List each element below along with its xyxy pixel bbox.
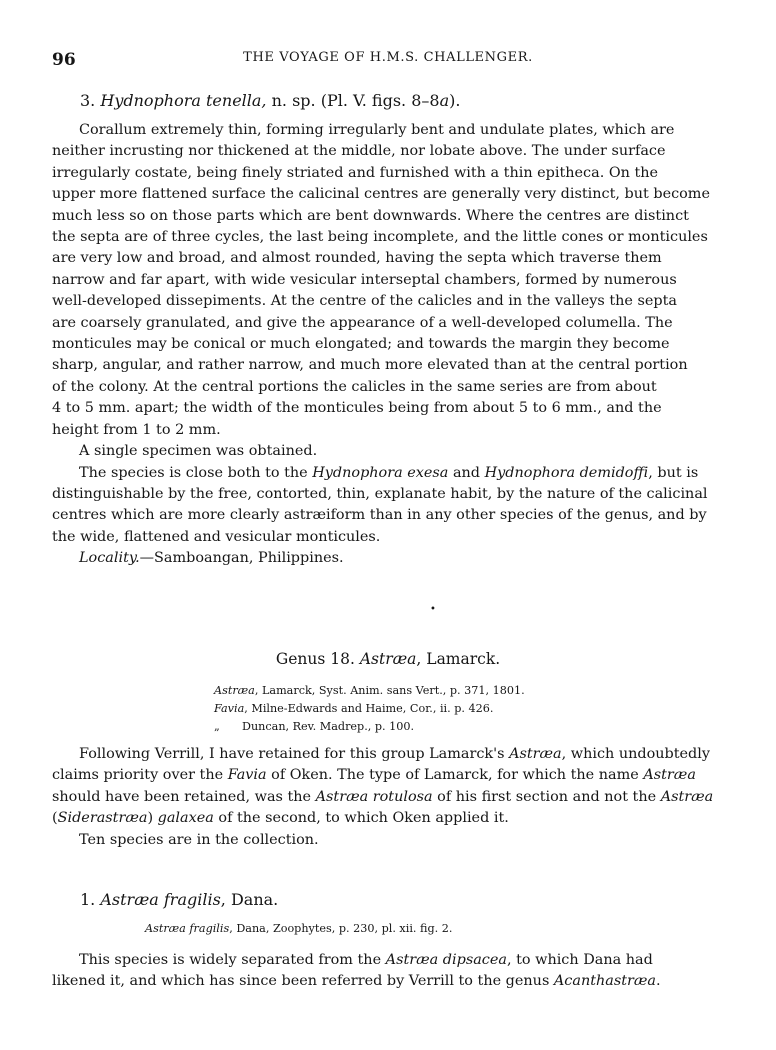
description-line: monticules may be conical or much elongated; and towards the margin they become	[52, 336, 670, 353]
description-line: of the colony. At the central portions the calicles in the same series are from about	[52, 378, 657, 395]
description-line: are coarsely granulated, and give the appearance of a well-developed columella. The	[52, 314, 673, 331]
synonymy-entry: „ Duncan, Rev. Madrep., p. 100.	[214, 718, 525, 736]
verrill-paragraph	[52, 744, 726, 851]
description-line: narrow and far apart, with wide vesicular interseptal chambers, formed by numerous	[52, 271, 677, 288]
locality-label: Locality.	[79, 550, 140, 567]
heading-close: ).	[449, 91, 461, 110]
synonymy-entry-fragilis: Astræa fragilis, Dana, Zoophytes, p. 230, pl. xii. fig. 2.	[145, 922, 453, 935]
running-title: THE VOYAGE OF H.M.S. CHALLENGER.	[243, 50, 533, 65]
figure-suffix: a	[439, 91, 450, 110]
page-number: 96	[52, 50, 76, 70]
species-number: 3.	[80, 91, 96, 110]
description-line: the septa are of three cycles, the last being incomplete, and the little cones or monticules	[52, 229, 708, 246]
description-line: well-developed dissepiments. At the centre of the calicles and in the valleys the septa	[52, 293, 678, 310]
species-number: 1.	[80, 890, 96, 909]
verrill-line-4: (Siderastræa) galaxea of the second, to which Oken applied it.	[52, 810, 509, 827]
genus-heading: Genus 18. Astræa, Lamarck.	[275, 650, 501, 668]
description-line: much less so on those parts which are bent downwards. Where the centres are distinct	[52, 207, 689, 224]
species-ref-exesa: Hydnophora exesa	[312, 464, 449, 481]
dipsacea-line-2: likened it, and which has since been referred by Verrill to the genus Acanthastræa.	[52, 973, 661, 990]
comparison-line-4: the wide, flattened and vesicular monticules.	[52, 528, 381, 545]
species-ref-demidoffi: Hydnophora demidoffi	[484, 464, 649, 481]
description-line: Corallum extremely thin, forming irregularly bent and undulate plates, which are	[79, 122, 675, 138]
species-authority: , Dana.	[220, 890, 279, 909]
ditto-mark: „	[214, 720, 220, 733]
locality	[52, 548, 726, 569]
dipsacea-paragraph	[52, 950, 726, 993]
dipsacea-line-1: This species is widely separated from the Astræa dipsacea, to which Dana had	[79, 952, 653, 968]
verrill-line-2: claims priority over the Favia of Oken. The type of Lamarck, for which the name Astræa	[52, 767, 696, 784]
description-paragraph	[52, 120, 726, 570]
verrill-line-3: should have been retained, was the Astræa rotulosa of his first section and not the Astræa	[52, 788, 714, 805]
description-line: 4 to 5 mm. apart; the width of the monticules being from about 5 to 6 mm., and the	[52, 400, 662, 417]
description-line: sharp, angular, and rather narrow, and much more elevated than at the central portion	[52, 357, 688, 374]
comparison-line-2: distinguishable by the free, contorted, thin, explanate habit, by the nature of the calicinal	[52, 485, 708, 502]
single-specimen: A single specimen was obtained.	[79, 443, 318, 460]
ten-species: Ten species are in the collection.	[79, 831, 319, 848]
verrill-line-1: Following Verrill, I have retained for this group Lamarck's Astræa, which undoubtedly	[79, 746, 711, 762]
species-name: Hydnophora tenella,	[100, 91, 267, 110]
description-line: neither incrusting nor thickened at the middle, nor lobate above. The under surface	[52, 143, 666, 160]
genus-name: Astræa	[359, 650, 417, 668]
locality-value: —Samboangan, Philippines.	[139, 550, 344, 567]
comparison-line-3: centres which are more clearly astræiform than in any other species of the genus, and by	[52, 507, 707, 524]
description-line: irregularly costate, being finely striated and furnished with a thin epitheca. On the	[52, 164, 659, 181]
description-line: upper more flattened surface the calicinal centres are generally very distinct, but become	[52, 186, 710, 203]
species-name: Astræa fragilis	[100, 890, 221, 909]
comparison-line-1: The species is close both to the Hydnophora exesa and Hydnophora demidoffi, but is	[79, 464, 699, 481]
synonymy-entry: Astræa, Lamarck, Syst. Anim. sans Vert., p. 371, 1801.	[214, 684, 525, 697]
species-authority: n. sp. (Pl. V. figs. 8–8	[266, 91, 440, 110]
description-line: are very low and broad, and almost rounded, having the septa which traverse them	[52, 250, 662, 267]
synonymy-entry: Favia, Milne-Edwards and Haime, Cor., ii. p. 426.	[214, 702, 494, 715]
species-heading-astraea-fragilis	[80, 890, 278, 909]
synonymy-block	[214, 682, 525, 736]
species-heading-hydnophora-tenella	[80, 91, 460, 110]
description-line: height from 1 to 2 mm.	[52, 421, 221, 438]
stray-mark: •	[430, 604, 436, 615]
